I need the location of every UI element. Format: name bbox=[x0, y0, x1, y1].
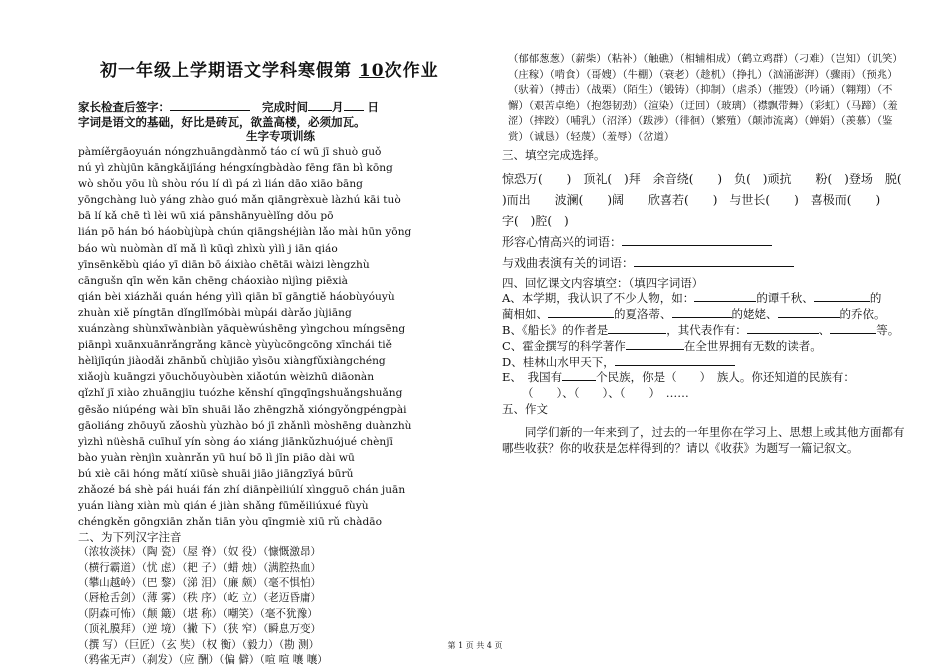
opera-words-label: 与戏曲表演有关的词语： bbox=[502, 255, 635, 270]
character-line: （唇枪舌剑）（薄 雾）（秩 序）（屹 立）（老迈昏庸） bbox=[78, 592, 322, 605]
pinyin-line: bā lí kǎ chē tì lèi wū xiá pānshānyuèlǐng dǒu pō bbox=[78, 210, 334, 223]
question-a-text: A、本学期，我认识了不少人物，如： bbox=[502, 291, 695, 306]
question-e-text-2: 个民族，你是（ ） 族人。你还知道的民族有： bbox=[596, 370, 855, 385]
section-5-title: 五、作文 bbox=[502, 401, 548, 416]
blank-e1[interactable] bbox=[562, 380, 596, 381]
pinyin-line: báo wù nuòmàn dǐ mǎ lì kūqì zhìxù yìlì j iān qiáo bbox=[78, 242, 338, 255]
motto: 字词是语文的基础，好比是砖瓦，欲盖高楼，必须加瓦。 bbox=[78, 115, 366, 129]
character-line: （攀山越岭）（巴 黎）（涕 泪）（廉 颇）（毫不惧怕） bbox=[78, 577, 322, 590]
homework-number: 10 bbox=[358, 61, 385, 81]
section-3-title: 三、填空完成选择。 bbox=[502, 147, 606, 162]
opera-words-row bbox=[502, 253, 907, 274]
blank-b3[interactable] bbox=[830, 333, 876, 334]
blank-d1[interactable] bbox=[615, 365, 735, 366]
left-column bbox=[78, 52, 483, 669]
character-line: （撰 写）（巨匠）（玄 奘）（权 衡）（毅力）（勘 测） bbox=[78, 638, 320, 651]
pinyin-list bbox=[78, 144, 483, 530]
month-label: 月 bbox=[332, 100, 344, 114]
completion-time-label: 完成时间 bbox=[262, 100, 309, 114]
section-title: 生字专项训练 bbox=[246, 129, 315, 143]
pinyin-line: cāngušn qīn wěn kān chēng cháoxiào nìjìng piēxià bbox=[78, 274, 348, 287]
fill-row-3: 字( )腔( ) bbox=[502, 213, 569, 228]
page-title bbox=[100, 56, 483, 86]
title-suffix: 次作业 bbox=[384, 61, 439, 81]
question-d-text: D、桂林山水甲天下， bbox=[502, 354, 615, 369]
blank-a1[interactable] bbox=[694, 301, 756, 302]
page-footer: 第 1 页 共 4 页 bbox=[447, 641, 503, 650]
day-label: 日 bbox=[367, 100, 380, 114]
right-column bbox=[502, 52, 907, 456]
section-2-title: 二、为下列汉字注音 bbox=[78, 530, 182, 545]
pinyin-line: qián bèi xiázhǎi quán héng yìlì qiān bī gāngtiě háobùyóuyù bbox=[78, 290, 395, 303]
question-d bbox=[502, 355, 907, 371]
pinyin-line: nú yì zhùjūn kāngkǎijīáng héngxíngbàdào fēng fān bì kōng bbox=[78, 162, 393, 175]
pinyin-line: yīnsēnkěbù qiáo yī diān bō áixiào chētāi wàizi lèngzhù bbox=[78, 258, 370, 271]
blank-a4[interactable] bbox=[672, 317, 732, 318]
happy-words-label: 形容心情高兴的词语： bbox=[502, 234, 623, 249]
day-blank[interactable] bbox=[344, 110, 364, 111]
fill-row-1: 惊恐万( ) 顶礼( )拜 余音绕( ) 负( )顽抗 粉( )登场 脱( bbox=[502, 171, 902, 186]
happy-words-row bbox=[502, 232, 907, 253]
pinyin-line: gēsǎo niúpéng wài bīn shuāi lǎo zhēngzhǎ xióngyǒngpéngpài bbox=[78, 403, 407, 416]
question-a bbox=[502, 291, 907, 307]
pinyin-line: yuán liàng xiàn mù qián é jiàn shǎng fūměiliúxué fùyù bbox=[78, 500, 369, 513]
pinyin-line: bào yuàn rènjìn xuànrǎn yū huí bō lì jīn piāo dài wū bbox=[78, 451, 355, 464]
pinyin-line: bú xiè cāi hóng mǎtí xiūsè shuāi jiāo jiāngzīyá būrǔ bbox=[78, 467, 354, 480]
title-prefix: 初一年级上学期语文学科寒假第 bbox=[100, 61, 359, 81]
pinyin-line: qǐzhǐ jī xiào zhuāngjiu tuózhe kěnshí qīngqīngshuǎngshuǎng bbox=[78, 387, 403, 400]
pinyin-line: piānpì xuānxuānrǎngrǎng kāncè yùyùcōngcōng xīnchái tiě bbox=[78, 339, 392, 352]
character-line: （浓妆淡抹）（陶 瓷）（屋 脊）（奴 役）（慷慨激昂） bbox=[78, 546, 322, 559]
character-line: （顶礼膜拜）（逆 境）（撇 下）（狭 窄）（瞬息万变） bbox=[78, 623, 322, 636]
blank-b1[interactable] bbox=[608, 333, 666, 334]
character-line: （阴森可怖）（颠 簸）（堪 称）（嘲笑）（毫不犹豫） bbox=[78, 607, 318, 620]
question-b-text-4: 等。 bbox=[876, 322, 900, 337]
blank-a5[interactable] bbox=[778, 317, 840, 318]
pinyin-line: zhǎozé bá shè pái huái fán zhí diānpèiliúlí xìngguō chán juān bbox=[78, 483, 406, 496]
section-4 bbox=[502, 276, 907, 418]
pinyin-line: hèlìjīqún jiàodǎi zhānbǔ chùjiāo yìsōu xiàngfǔxiàngchéng bbox=[78, 355, 386, 368]
month-blank[interactable] bbox=[308, 110, 332, 111]
pinyin-line: lián pō hán bó háobùjùpà chún qiāngshéjiàn lǎo mài hūn yōng bbox=[78, 226, 412, 239]
question-a-cont bbox=[502, 307, 907, 323]
parent-signature-row bbox=[78, 100, 483, 114]
word-list: （郁郁葱葱）（薪柴）（粘补）（触礁）（相辅相成）（鹤立鸡群）（刁难）（岂知）（讥笑）（庄稼）（啃食）（哥嫂）（牛棚）（衰老）（趁机）（挣扎）（汹涌澎湃）（骤雨）（预兆）（驮着）（搏击）（战栗）（陌生）（锻铸）（抑制）（虐杀）（摧毁）（吟诵）（翱翔）（不懈）（艰苦卓绝）（抱怨韧劲）（渲染）（迂回）（玻璃）（襟飘带舞）（彩虹）（马蹄）（羞涩）（摔跤）（哺乳）（沼泽）（跋涉）（徘徊）（繁殖）（颠沛流离）（婵娟）（羡慕）（鉴赏）（诚恳）（轻蔑）（羞辱）（岔道） bbox=[508, 53, 903, 143]
happy-words-blank[interactable] bbox=[622, 245, 772, 246]
pinyin-line: xuánzàng shùnxīwànbiàn yāquèwúshēng yìngchou míngsēng bbox=[78, 323, 406, 336]
essay-prompt: 同学们新的一年来到了，过去的一年里你在学习上、思想上或其他方面都有哪些收获？你的收获是怎样得到的？请以《收获》为题写一篇记叙文。 bbox=[502, 424, 905, 455]
pinyin-line: xiǎojù kuāngzi yōuchǒuyòubèn xiǎotún wèizhū diāonàn bbox=[78, 371, 375, 384]
pinyin-line: yōngchàng luò yáng zhào guó mǎn qiāngrèxuè làzhú kāi tuò bbox=[78, 194, 401, 207]
signature-blank[interactable] bbox=[170, 110, 250, 111]
question-e-text: E、 我国有 bbox=[502, 370, 563, 385]
question-e bbox=[502, 370, 907, 386]
section-4-title: 四、回忆课文内容填空：（填四字词语） bbox=[502, 275, 704, 290]
question-b-text: B、《船长》的作者是 bbox=[502, 322, 609, 337]
question-a-text-6: 的姥姥、 bbox=[731, 307, 778, 322]
pinyin-line: yìzhì nüèshā cuīhuǐ yín sòng áo xiáng jiānkǔzhuójué chènjī bbox=[78, 435, 393, 448]
pinyin-line: gāoliáng zhōuyǔ zǎoshù yùzhào bó jī zhǎnlì mòshēng duànzhù bbox=[78, 419, 412, 432]
question-a-text-5: 的夏洛蒂、 bbox=[614, 307, 672, 322]
pinyin-line: chéngkěn gōngxiān zhǎn tiān yòu qīngmiè xiū rǔ chàdāo bbox=[78, 516, 382, 529]
blank-c1[interactable] bbox=[626, 349, 684, 350]
fill-row-2: )而出 波澜( )阔 欣喜若( ) 与世长( ) 喜极而( ) bbox=[502, 192, 881, 207]
question-e-options: （ ）、（ ）、（ ） …… bbox=[522, 386, 689, 401]
question-a-text-3: 的 bbox=[869, 291, 882, 306]
character-line: （鸦雀无声）（刹发）（应 酬）（偏 僻）（喧 喧 嚷 嚷） bbox=[78, 654, 328, 667]
question-a-text-7: 的乔依。 bbox=[839, 307, 886, 322]
pinyin-line: wò shǒu yōu lǜ shòu róu lí dì pá zì lián dāo xiāo bāng bbox=[78, 178, 363, 191]
question-a-text-2: 的谭千秋、 bbox=[756, 291, 814, 306]
question-b-text-2: ，其代表作有： bbox=[666, 322, 747, 337]
parent-signature-label: 家长检查后签字： bbox=[78, 100, 170, 114]
question-a-text-4: 蔺相如、 bbox=[502, 307, 548, 322]
pinyin-line: zhuàn xiě píngtān dǐnglǐmóbài mùpái dàrǎo jùjiāng bbox=[78, 306, 352, 319]
blank-b2[interactable] bbox=[747, 333, 819, 334]
question-c-text-2: 在全世界拥有无数的读者。 bbox=[683, 338, 822, 353]
blank-a2[interactable] bbox=[814, 301, 870, 302]
blank-a3[interactable] bbox=[548, 317, 614, 318]
question-b bbox=[502, 323, 907, 339]
opera-words-blank[interactable] bbox=[634, 266, 794, 267]
question-b-text-3: 、 bbox=[818, 322, 831, 337]
question-c-text: C、霍金撰写的科学著作 bbox=[502, 338, 626, 353]
pinyin-line: pàmíěrgāoyuán nóngzhuāngdànmǒ táo cí wū jī shuò guǒ bbox=[78, 146, 382, 158]
question-c bbox=[502, 339, 907, 355]
character-line: （横行霸道）（忧 虑）（耙 子）（蜡 烛）（满腔热血） bbox=[78, 561, 322, 574]
